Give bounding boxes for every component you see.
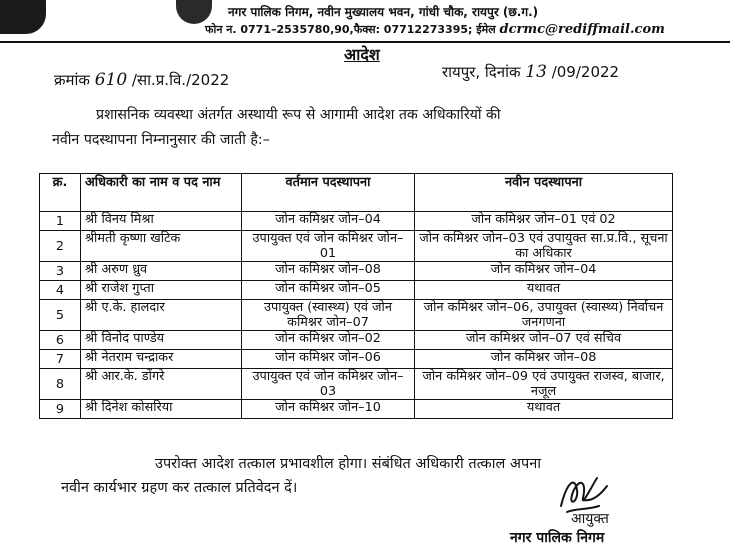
row-new-posting: जोन कमिश्नर जोन–04 — [415, 262, 673, 281]
letterhead-contact — [205, 22, 665, 37]
row-officer: श्री राजेश गुप्ता — [81, 281, 242, 300]
row-serial: 6 — [40, 331, 81, 350]
closing-paragraph — [61, 452, 695, 500]
row-serial: 7 — [40, 350, 81, 369]
row-officer: श्रीमती कृष्णा खटिक — [81, 231, 242, 262]
intro-paragraph — [52, 103, 696, 153]
row-current-posting: उपायुक्त एवं जोन कमिश्नर जोन–01 — [242, 231, 415, 262]
signatory-organization: नगर पालिक निगम — [510, 530, 605, 546]
row-serial: 2 — [40, 231, 81, 262]
row-new-posting: जोन कमिश्नर जोन–03 एवं उपायुक्त सा.प्र.वि., सूचना का अधिकार — [415, 231, 673, 262]
row-current-posting: उपायुक्त एवं जोन कमिश्नर जोन–03 — [242, 369, 415, 400]
date-label: रायपुर, दिनांक — [442, 63, 521, 81]
row-current-posting: जोन कमिश्नर जोन–10 — [242, 400, 415, 419]
row-current-posting: जोन कमिश्नर जोन–05 — [242, 281, 415, 300]
page-title: आदेश — [344, 45, 380, 64]
emblem-icon — [176, 0, 212, 24]
row-current-posting: उपायुक्त (स्वास्थ्य) एवं जोन कमिश्नर जोन–07 — [242, 300, 415, 331]
table-row — [40, 231, 673, 262]
intro-line-1: प्रशासनिक व्यवस्था अंतर्गत अस्थायी रूप से आगामी आदेश तक अधिकारियों की — [96, 107, 501, 123]
signatory-title: आयुक्त — [571, 511, 609, 527]
table-row — [40, 281, 673, 300]
row-officer: श्री दिनेश कोसरिया — [81, 400, 242, 419]
row-new-posting: जोन कमिश्नर जोन–01 एवं 02 — [415, 212, 673, 231]
row-officer: श्री आर.के. डोंगरे — [81, 369, 242, 400]
reference-suffix: /सा.प्र.वि./2022 — [131, 71, 230, 89]
row-serial: 3 — [40, 262, 81, 281]
header-officer-name: अधिकारी का नाम व पद नाम — [81, 174, 242, 212]
row-current-posting: जोन कमिश्नर जोन–02 — [242, 331, 415, 350]
row-current-posting: जोन कमिश्नर जोन–08 — [242, 262, 415, 281]
date-day: 13 — [525, 62, 547, 82]
table-row — [40, 331, 673, 350]
header-new-posting: नवीन पदस्थापना — [415, 174, 673, 212]
table-row — [40, 212, 673, 231]
row-new-posting: जोन कमिश्नर जोन–08 — [415, 350, 673, 369]
closing-line-1: उपरोक्त आदेश तत्काल प्रभावशील होगा। संबंधित अधिकारी तत्काल अपना — [155, 456, 542, 472]
table-row — [40, 350, 673, 369]
emblem-seal-icon — [0, 0, 46, 34]
table-row — [40, 369, 673, 400]
intro-line-2: नवीन पदस्थापना निम्नानुसार की जाती है:– — [52, 132, 270, 148]
table-header-row — [40, 174, 673, 212]
table-row — [40, 300, 673, 331]
row-serial: 5 — [40, 300, 81, 331]
row-serial: 8 — [40, 369, 81, 400]
posting-table — [39, 173, 673, 419]
row-new-posting: जोन कमिश्नर जोन–06, उपायुक्त (स्वास्थ्य) निर्वाचन जनगणना — [415, 300, 673, 331]
row-officer: श्री विनय मिश्रा — [81, 212, 242, 231]
closing-line-2: नवीन कार्यभार ग्रहण कर तत्काल प्रतिवेदन दें। — [61, 480, 298, 496]
header-serial: क्र. — [40, 174, 81, 212]
table-row — [40, 262, 673, 281]
letterhead-phone: फोन न. 0771–2535780,90,फैक्स: 07712273395; ईमेल — [205, 23, 496, 36]
row-new-posting: यथावत — [415, 400, 673, 419]
row-current-posting: जोन कमिश्नर जोन–06 — [242, 350, 415, 369]
row-new-posting: जोन कमिश्नर जोन–07 एवं सचिव — [415, 331, 673, 350]
row-new-posting: जोन कमिश्नर जोन–09 एवं उपायुक्त राजस्व, बाजार, नजूल — [415, 369, 673, 400]
reference-label: क्रमांक — [54, 71, 90, 89]
table-row — [40, 400, 673, 419]
row-officer: श्री ए.के. हालदार — [81, 300, 242, 331]
row-current-posting: जोन कमिश्नर जोन–04 — [242, 212, 415, 231]
row-officer: श्री विनोद पाण्डेय — [81, 331, 242, 350]
row-officer: श्री नेतराम चन्द्राकर — [81, 350, 242, 369]
reference-number — [54, 70, 229, 90]
row-serial: 1 — [40, 212, 81, 231]
row-new-posting: यथावत — [415, 281, 673, 300]
order-date — [442, 62, 619, 82]
row-officer: श्री अरुण ध्रुव — [81, 262, 242, 281]
row-serial: 9 — [40, 400, 81, 419]
header-current-posting: वर्तमान पदस्थापना — [242, 174, 415, 212]
date-rest: /09/2022 — [551, 63, 620, 81]
letterhead-address: नगर पालिक निगम, नवीन मुख्यालय भवन, गांधी चौक, रायपुर (छ.ग.) — [228, 5, 539, 19]
reference-value: 610 — [94, 70, 128, 90]
row-serial: 4 — [40, 281, 81, 300]
letterhead-email: dcrmc@rediffmail.com — [499, 22, 665, 37]
